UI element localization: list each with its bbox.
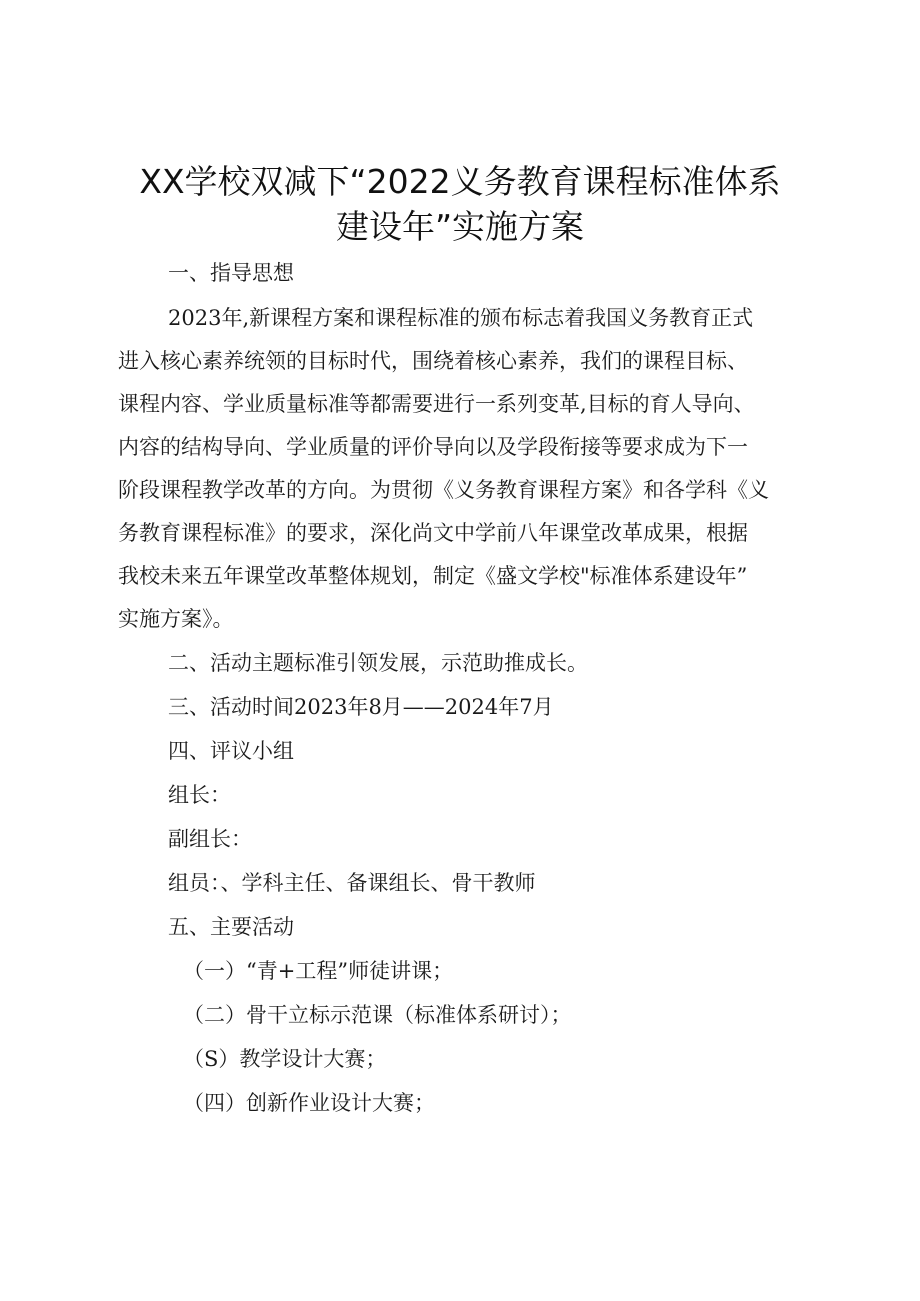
section-3-text: 三、活动时间2023年8月——2024年7月 [168,695,554,719]
members-label: 组员：、学科主任、备课组长、骨干教师 [168,871,536,895]
paragraph-line-6: 务教育课程标准》的要求，深化尚文中学前八年课堂改革成果，根据 [118,521,748,545]
activity-item-2: （二）骨干立标示范课（标准体系研讨）； [183,1003,572,1027]
document-title-line-2: 建设年”实施方案 [335,207,585,246]
paragraph-line-3: 课程内容、学业质量标准等都需要进行一系列变革,目标的育人导向、 [118,392,755,416]
section-4-heading: 四、评议小组 [168,739,294,763]
paragraph-line-7: 我校未来五年课堂改革整体规划，制定《盛文学校"标准体系建设年” [118,564,748,588]
section-5-heading: 五、主要活动 [168,915,294,939]
activity-item-4: （四）创新作业设计大赛； [183,1091,435,1115]
paragraph-line-1: 2023年,新课程方案和课程标准的颁布标志着我国义务教育正式 [168,306,754,330]
section-1-heading: 一、指导思想 [168,261,294,285]
paragraph-line-5: 阶段课程教学改革的方向。为贯彻《义务教育课程方案》和各学科《义 [118,478,769,502]
document-title-line-1: XX学校双减下“2022义务教育课程标准体系 [139,162,781,201]
paragraph-line-8: 实施方案》。 [118,607,234,631]
paragraph-line-2: 进入核心素养统领的目标时代，围绕着核心素养，我们的课程目标、 [118,349,748,373]
group-leader-label: 组长： [168,783,231,807]
section-2-text: 二、活动主题标准引领发展，示范助推成长。 [168,651,588,675]
deputy-leader-label: 副组长： [168,827,252,851]
paragraph-line-4: 内容的结构导向、学业质量的评价导向以及学段衔接等要求成为下一 [118,435,748,459]
activity-item-1: （一）“青+工程”师徒讲课； [183,959,454,983]
activity-item-3: （S）教学设计大赛； [183,1047,387,1071]
